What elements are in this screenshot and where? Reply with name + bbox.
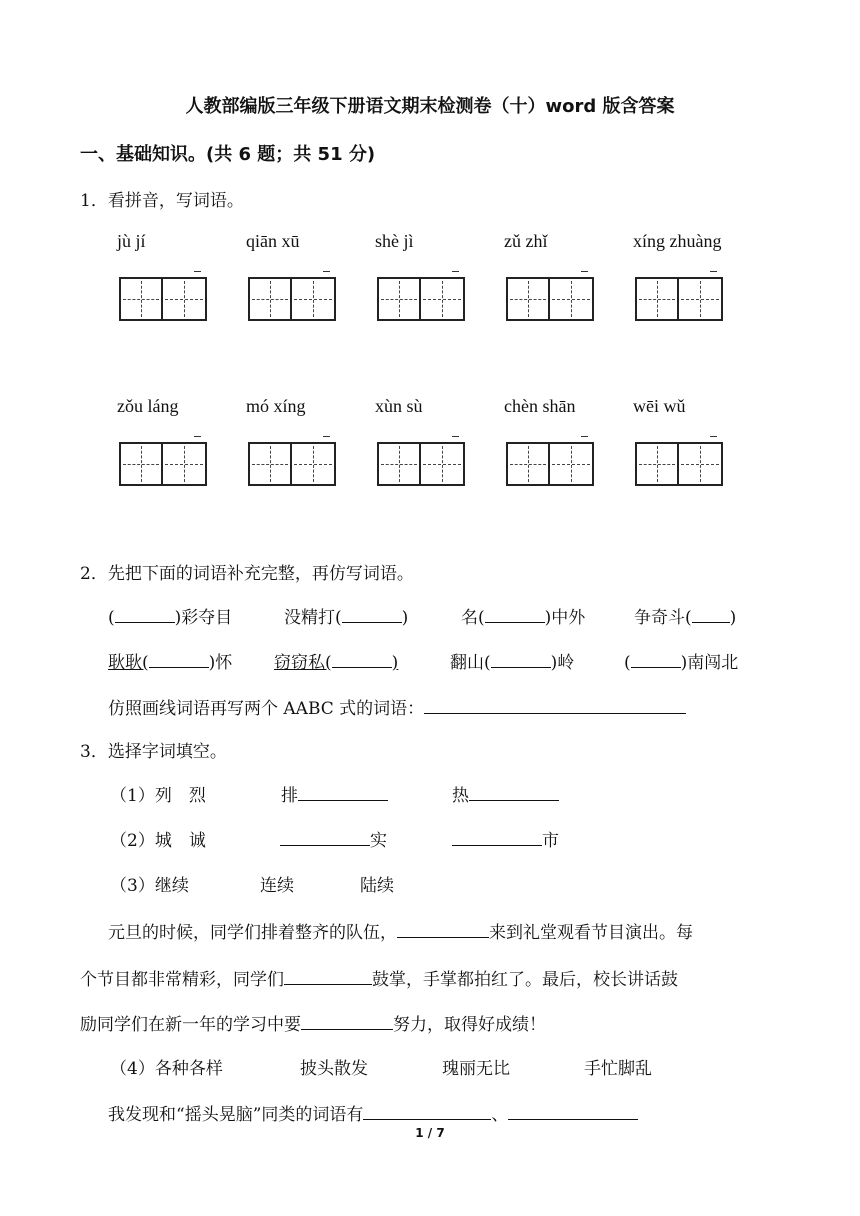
pinyin: zǒu láng	[117, 396, 179, 416]
question-1-label: 1．看拼音，写词语。	[80, 191, 244, 211]
answer-blank[interactable]	[301, 1029, 393, 1030]
idiom-fill-underlined: 耿耿( )怀	[108, 653, 233, 673]
word-option: 披头散发	[300, 1059, 368, 1079]
pinyin: xíng zhuàng	[633, 231, 722, 251]
answer-blank[interactable]	[149, 667, 209, 668]
writing-grid[interactable]	[635, 442, 723, 486]
pinyin: jù jí	[117, 231, 146, 251]
fill-item: 排	[281, 781, 388, 806]
answer-blank[interactable]	[298, 800, 388, 801]
answer-blank[interactable]	[469, 800, 559, 801]
final-prompt: 我发现和“摇头晃脑”同类的词语有 、	[108, 1100, 638, 1125]
pinyin: shè jì	[375, 231, 414, 251]
page-number: 1 / 7	[415, 1126, 445, 1140]
idiom-fill: ( )南闯北	[624, 653, 739, 673]
writing-grid[interactable]	[248, 442, 336, 486]
pinyin: xùn sù	[375, 396, 423, 416]
idiom-fill: 翻山( )岭	[450, 653, 575, 673]
writing-grid[interactable]	[635, 277, 723, 321]
idiom-fill: 争奇斗( )	[634, 608, 737, 628]
pinyin: zǔ zhǐ	[504, 231, 548, 251]
writing-grid[interactable]	[506, 442, 594, 486]
answer-blank[interactable]	[485, 622, 545, 623]
section-heading: 一、基础知识。(共 6 题；共 51 分)	[80, 144, 376, 165]
sub-question-label: （4）各种各样	[110, 1059, 223, 1079]
sub-question-label: （2）城 诚	[110, 831, 206, 851]
idiom-fill: 名( )中外	[461, 608, 586, 628]
pinyin: mó xíng	[246, 396, 306, 416]
word-option: 瑰丽无比	[442, 1059, 510, 1079]
word-option: 陆续	[360, 876, 394, 896]
writing-grid[interactable]	[119, 442, 207, 486]
question-3-label: 3．选择字词填空。	[80, 742, 227, 762]
answer-blank[interactable]	[631, 667, 681, 668]
answer-blank[interactable]	[363, 1119, 491, 1120]
answer-blank[interactable]	[452, 845, 542, 846]
answer-blank[interactable]	[115, 622, 175, 623]
fill-item: 实	[280, 826, 387, 851]
answer-blank[interactable]	[332, 667, 392, 668]
writing-grid[interactable]	[377, 277, 465, 321]
pinyin: qiān xū	[246, 231, 300, 251]
idiom-fill-underlined: 窃窃私( )	[274, 653, 399, 673]
pinyin: wēi wǔ	[633, 396, 686, 416]
idiom-fill: 没精打( )	[284, 608, 409, 628]
paragraph-line: 励同学们在新一年的学习中要 努力，取得好成绩！	[80, 1015, 546, 1035]
answer-blank[interactable]	[508, 1119, 638, 1120]
answer-blank[interactable]	[280, 845, 370, 846]
writing-grid[interactable]	[248, 277, 336, 321]
idiom-fill: ( )彩夺目	[108, 608, 233, 628]
answer-blank[interactable]	[284, 984, 372, 985]
writing-grid[interactable]	[506, 277, 594, 321]
writing-grid[interactable]	[377, 442, 465, 486]
answer-blank[interactable]	[424, 713, 686, 714]
answer-blank[interactable]	[397, 937, 489, 938]
answer-blank[interactable]	[342, 622, 402, 623]
answer-blank[interactable]	[491, 667, 551, 668]
answer-blank[interactable]	[692, 622, 730, 623]
pinyin: chèn shān	[504, 396, 576, 416]
paragraph-line: 个节目都非常精彩，同学们 鼓掌，手掌都拍红了。最后，校长讲话鼓	[80, 970, 678, 990]
word-option: 连续	[260, 876, 294, 896]
sub-question-label: （3）继续	[110, 876, 189, 896]
fill-item: 热	[452, 781, 559, 806]
fill-item: 市	[452, 826, 559, 851]
question-2-label: 2．先把下面的词语补充完整，再仿写词语。	[80, 564, 414, 584]
paragraph-line: 元旦的时候，同学们排着整齐的队伍， 来到礼堂观看节目演出。每	[108, 923, 693, 943]
imitate-prompt: 仿照画线词语再写两个 AABC 式的词语：	[108, 694, 686, 719]
word-option: 手忙脚乱	[584, 1059, 652, 1079]
writing-grid[interactable]	[119, 277, 207, 321]
sub-question-label: （1）列 烈	[110, 786, 206, 806]
page-title: 人教部编版三年级下册语文期末检测卷（十）word 版含答案	[185, 96, 675, 117]
